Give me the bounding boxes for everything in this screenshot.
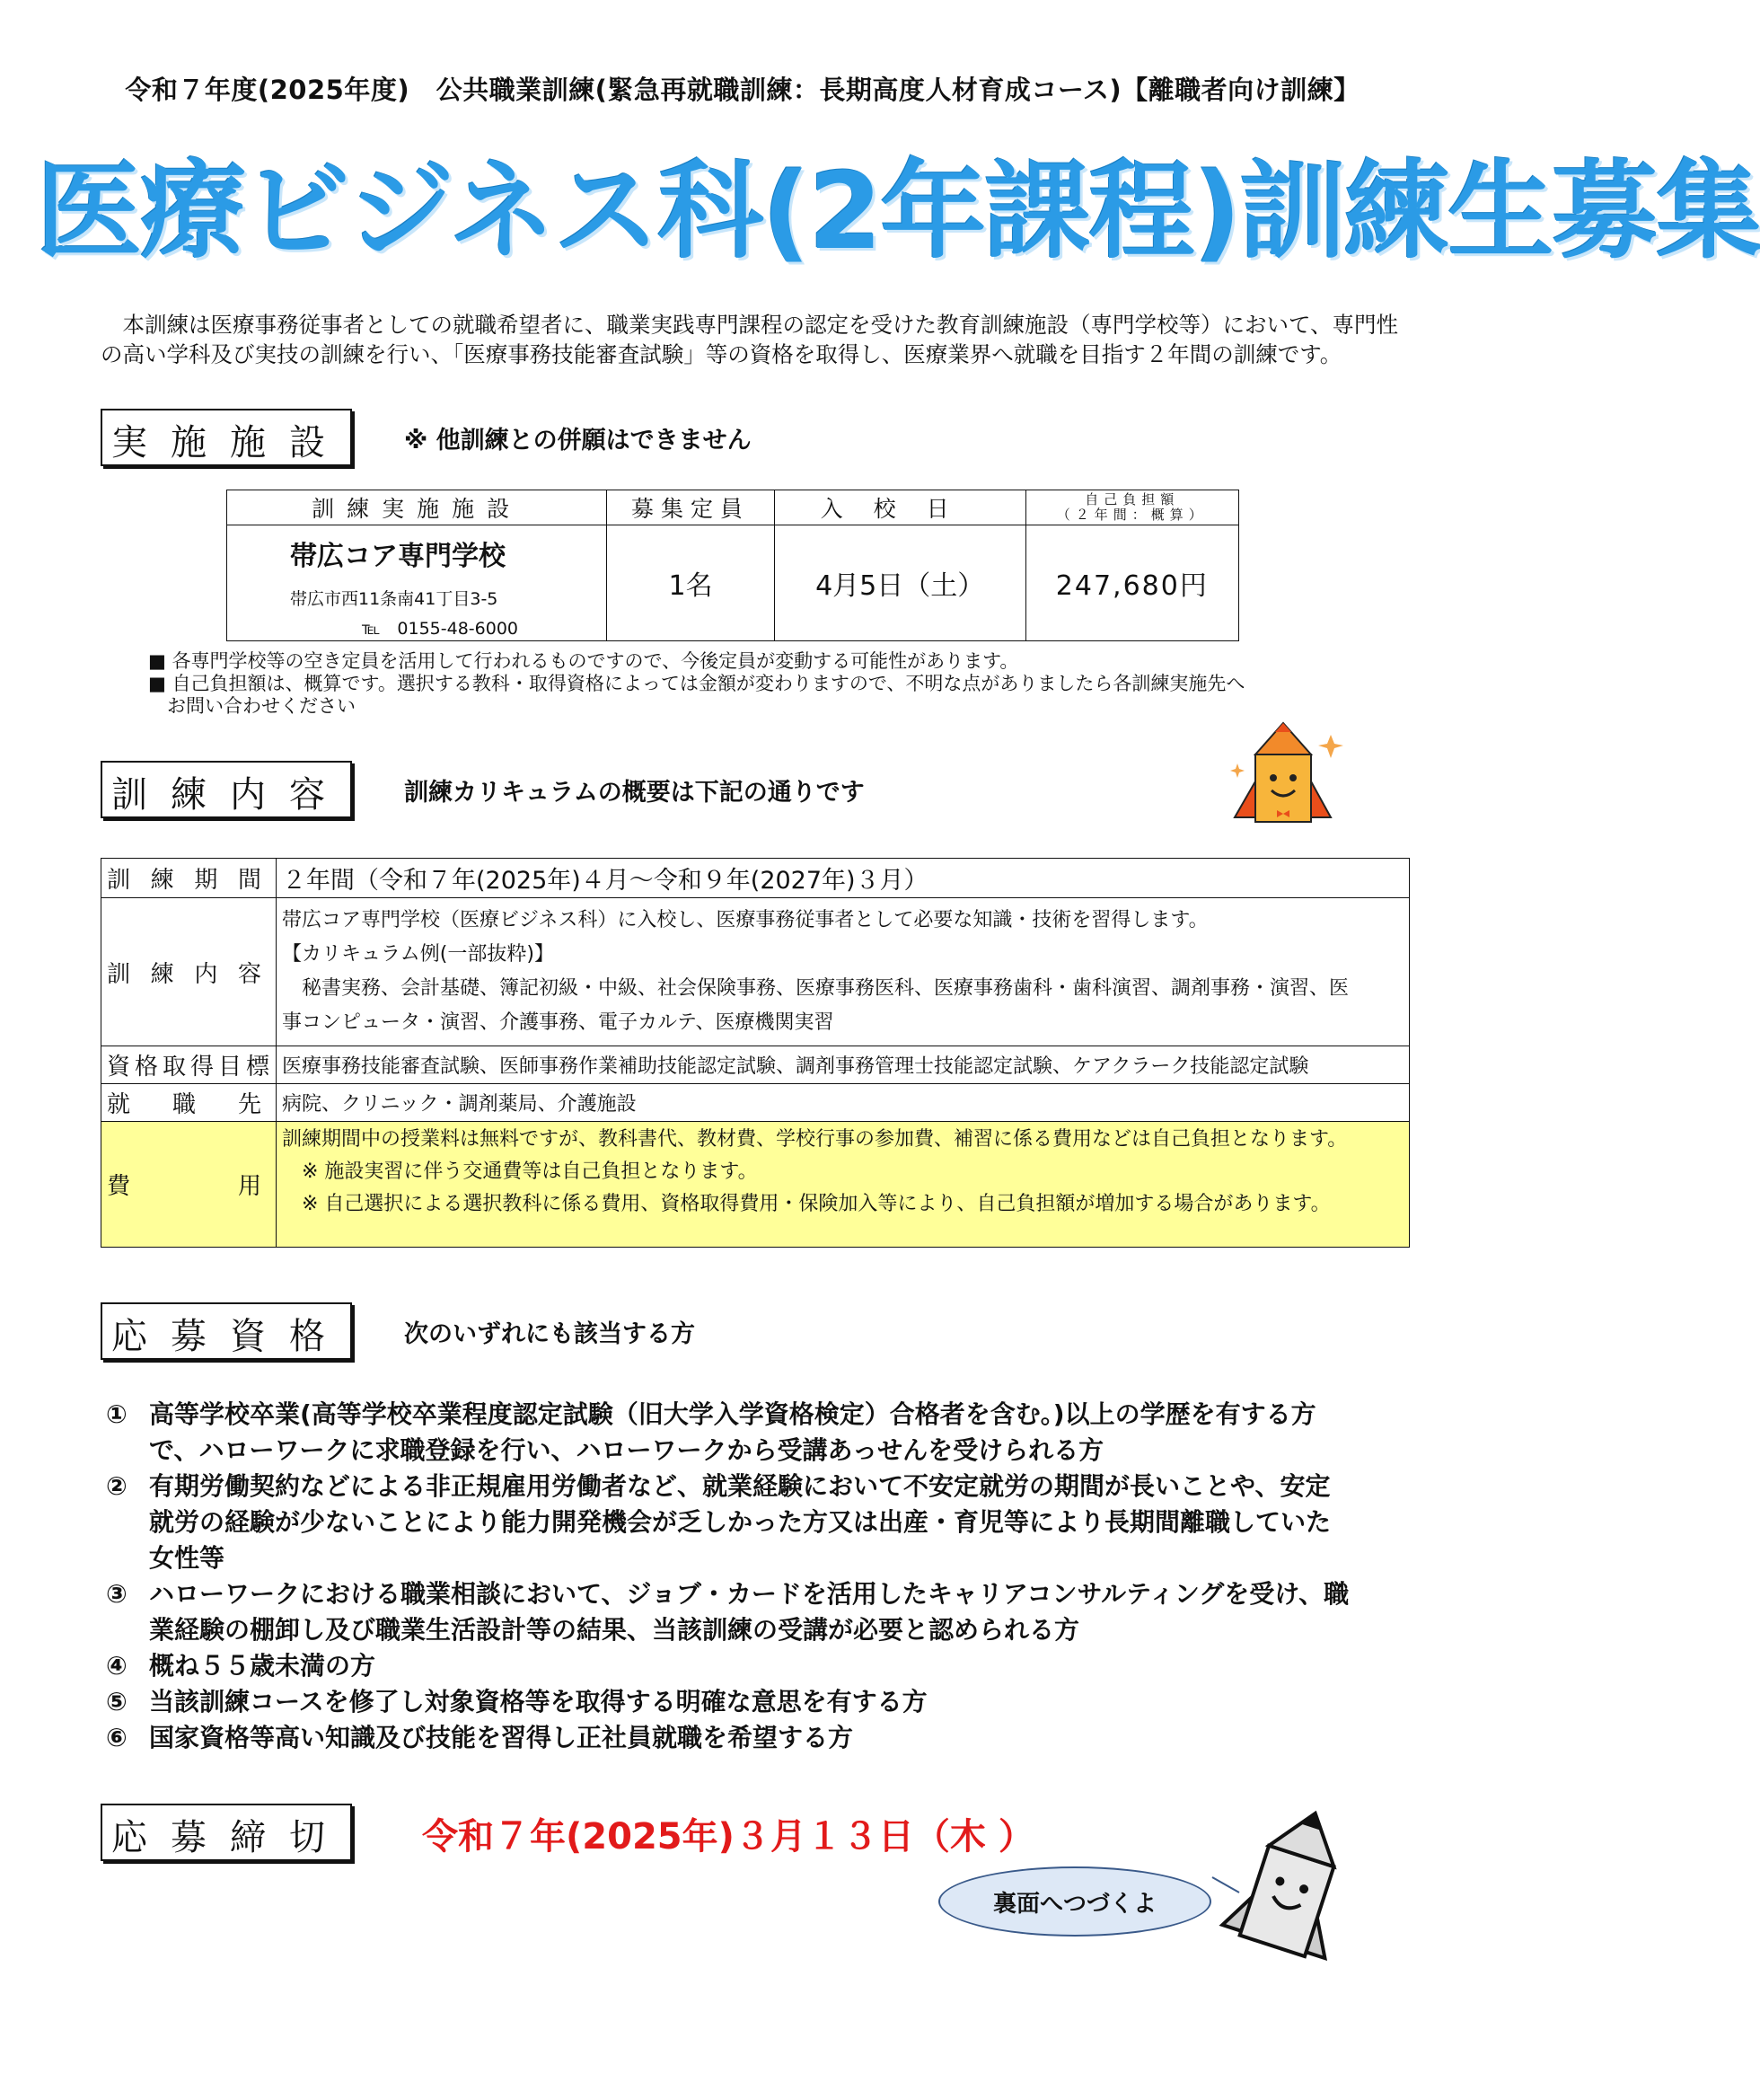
col-cost <box>1025 490 1238 525</box>
requirement-item: ③ ハローワークにおける職業相談において、ジョブ・カードを活用したキャリアコンサルティングを受け、職業経験の棚卸し及び職業生活設計等の結果、当該訓練の受講が必要と認められる方 <box>106 1579 1350 1645</box>
col-date: 入校日 <box>774 490 1025 525</box>
facility-table <box>226 490 1239 641</box>
note-2: ■ 自己負担額は、概算です。選択する教科・取得資格によっては金額が変わりますので、不明な点がありましたら各訓練実施先へ <box>148 673 1245 694</box>
continue-bubble: 裏面へつづくよ <box>938 1866 1211 1937</box>
note-1: ■ 各専門学校等の空き定員を活用して行われるものですので、今後定員が変動する可能性があります。 <box>148 650 1019 672</box>
content-line-3: 秘書実務、会計基礎、簿記初級・中級、社会保険事務、医療事務医科、医療事務歯科・歯科演習、調剤事務・演習、医 <box>282 977 1350 1000</box>
col-capacity: 募集定員 <box>607 490 774 525</box>
col-cost-line2: （２年間：概算） <box>1056 507 1208 523</box>
col-cost-line1: 自己負担額 <box>1085 491 1180 507</box>
requirement-item: ⑤ 当該訓練コースを修了し対象資格等を取得する明確な意思を有する方 <box>106 1687 928 1716</box>
fee-line-3: ※ 自己選択による選択教科に係る費用、資格取得費用・保険加入等により、自己負担額が増加する場合があります。 <box>282 1193 1331 1215</box>
facility-heading: 実施施設 <box>101 409 352 466</box>
requirements-list <box>106 1397 1354 1756</box>
requirement-item: ① 高等学校卒業(高等学校卒業程度認定試験（旧大学入学資格検定）合格者を含む。)以上の学歴を有する方で、ハローワークに求職登録を行い、ハローワークから受講あっせんを受けられる方 <box>106 1399 1316 1465</box>
content-line-4: 事コンピュータ・演習、介護事務、電子カルテ、医療機関実習 <box>282 1011 834 1034</box>
fee-value <box>277 1122 1410 1248</box>
period-value: ２年間（令和７年(2025年)４月〜令和９年(2027年)３月） <box>277 859 1410 898</box>
col-facility: 訓練実施施設 <box>227 490 607 525</box>
fee-line-1: 訓練期間中の授業料は無料ですが、教科書代、教材費、学校行事の参加費、補習に係る費用などは自己負担となります。 <box>282 1128 1348 1151</box>
requirements-heading: 応募資格 <box>101 1302 352 1360</box>
content-heading: 訓練内容 <box>101 761 352 818</box>
content-label: 訓練内容 <box>101 898 277 1046</box>
job-value: 病院、クリニック・調剤薬局、介護施設 <box>277 1084 1410 1122</box>
facility-note: ※ 他訓練との併願はできません <box>404 427 752 454</box>
curriculum-table <box>101 858 1410 1248</box>
deadline-heading: 応募締切 <box>101 1804 352 1861</box>
fee-label: 費用 <box>101 1122 277 1248</box>
gray-pencil-mascot-icon <box>1203 1792 1383 1972</box>
content-line-2: 【カリキュラム例(一部抜粋)】 <box>282 943 554 966</box>
school-tel: ℡ 0155-48-6000 <box>362 619 519 639</box>
subtitle: 令和７年度(2025年度) 公共職業訓練(緊急再就職訓練：長期高度人材育成コース)【離職者向け訓練】 <box>125 75 1360 105</box>
cost-value: 247,680円 <box>1025 525 1238 641</box>
capacity-value: 1名 <box>607 525 774 641</box>
content-value <box>277 898 1410 1046</box>
intro-text: 本訓練は医療事務従事者としての就職希望者に、職業実践専門課程の認定を受けた教育訓練施設（専門学校等）において、専門性の高い学科及び実技の訓練を行い、「医療事務技能審査試験」等の資格を取得し、医療業界へ就職を目指す２年間の訓練です。 <box>101 312 1399 367</box>
content-line-1: 帯広コア専門学校（医療ビジネス科）に入校し、医療事務従事者として必要な知識・技術を習得します。 <box>282 909 1209 931</box>
page-title: 医療ビジネス科(2年課程)訓練生募集 <box>36 149 1760 273</box>
facility-cell <box>227 525 607 641</box>
fee-line-2: ※ 施設実習に伴う交通費等は自己負担となります。 <box>282 1160 758 1183</box>
period-label: 訓練期間 <box>101 859 277 898</box>
requirement-item: ② 有期労働契約などによる非正規雇用労働者など、就業経験において不安定就労の期間が長いことや、安定就労の経験が少ないことにより能力開発機会が乏しかった方又は出産・育児等により長期間離職していた女性等 <box>106 1471 1332 1573</box>
requirements-note: 次のいずれにも該当する方 <box>404 1320 695 1348</box>
requirement-item: ④ 概ね５５歳未満の方 <box>106 1651 376 1681</box>
content-note: 訓練カリキュラムの概要は下記の通りです <box>404 779 865 807</box>
facility-notes <box>148 650 1396 718</box>
qualification-label: 資格取得目標 <box>101 1046 277 1084</box>
job-label: 就職先 <box>101 1084 277 1122</box>
school-address: 帯広市西11条南41丁目3-5 <box>290 589 498 609</box>
pencil-mascot-icon <box>1230 719 1356 831</box>
qualification-value: 医療事務技能審査試験、医師事務作業補助技能認定試験、調剤事務管理士技能認定試験、ケアクラーク技能認定試験 <box>277 1046 1410 1084</box>
school-name: 帯広コア専門学校 <box>290 541 506 572</box>
date-value: 4月5日（土） <box>774 525 1025 641</box>
deadline-date: 令和７年(2025年)３月１３日（木 ） <box>422 1816 1034 1857</box>
requirement-item: ⑥ 国家資格等高い知識及び技能を習得し正社員就職を希望する方 <box>106 1723 854 1752</box>
note-3: お問い合わせください <box>148 695 356 717</box>
